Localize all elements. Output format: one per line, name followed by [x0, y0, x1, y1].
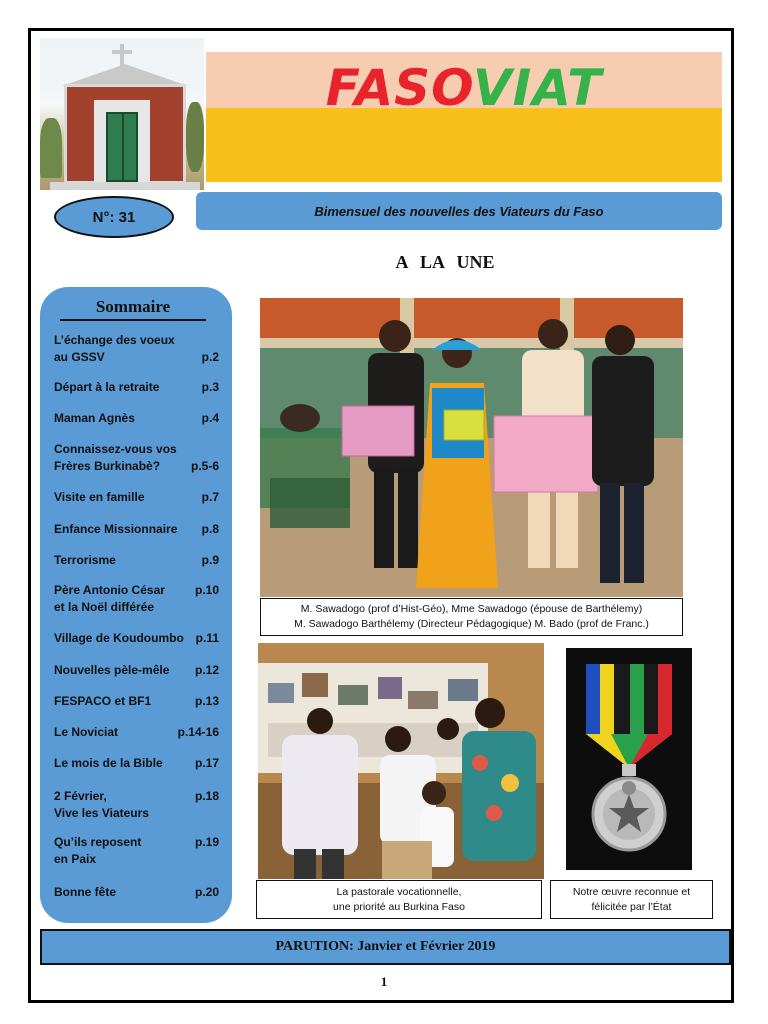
masthead-title-faso: FASO: [325, 59, 473, 117]
church-steps: [50, 182, 200, 190]
photo-vocational-exhibition: [258, 643, 544, 879]
caption-photo-medal: [550, 880, 713, 919]
toc-item-title: Père Antonio César et la Noël différée: [54, 583, 165, 614]
parution-bar: [40, 929, 731, 965]
toc-item[interactable]: [54, 884, 219, 901]
toc-item[interactable]: [54, 662, 219, 679]
church-door: [106, 112, 138, 182]
sommaire-title: Sommaire: [95, 297, 171, 316]
toc-item-page: p.9: [201, 553, 219, 567]
toc-item-title: Nouvelles pèle-mêle: [54, 663, 170, 677]
toc-item-page: p.5-6: [190, 459, 219, 473]
toc-item[interactable]: [54, 630, 219, 647]
toc-item[interactable]: [54, 788, 219, 822]
toc-item-title: Enfance Missionnaire: [54, 522, 178, 536]
headline: A LA UNE: [395, 252, 495, 272]
toc-item-title: Le mois de la Bible: [54, 756, 163, 770]
caption-line: Notre œuvre reconnue et: [572, 885, 691, 898]
issue-number-badge: [54, 196, 174, 238]
toc-item[interactable]: [54, 379, 219, 396]
toc-item-title: FESPACO et BF1: [54, 694, 152, 708]
toc-item-page: p.3: [201, 380, 219, 394]
toc-item-title: Le Noviciat: [54, 725, 119, 739]
toc-item-page: p.11: [195, 631, 219, 645]
caption-line: une priorité au Burkina Faso: [333, 900, 465, 913]
toc-item-page: p.19: [194, 835, 219, 849]
photo-gift-exchange: [260, 298, 683, 597]
toc-item[interactable]: [54, 489, 219, 506]
toc-item[interactable]: [54, 552, 219, 569]
page-number: 1: [380, 974, 388, 989]
subtitle-bar: [196, 192, 722, 230]
toc-item-title: L’échange des voeux au GSSV: [54, 333, 175, 364]
toc-item[interactable]: [54, 755, 219, 772]
caption-photo-gift-exchange: [260, 598, 683, 636]
caption-line: félicitée par l’État: [591, 900, 672, 913]
parution-text: PARUTION: Janvier et Février 2019: [275, 939, 496, 954]
toc-item-page: p.14-16: [177, 725, 219, 739]
toc-item-page: p.7: [201, 490, 219, 504]
toc-item-page: p.10: [194, 583, 219, 597]
caption-line: La pastorale vocationnelle,: [336, 885, 462, 898]
toc-item-title: Bonne fête: [54, 885, 117, 899]
toc-item-title: Village de Koudoumbo: [54, 631, 184, 645]
toc-item-page: p.2: [201, 350, 219, 364]
toc-item-title: Départ à la retraite: [54, 380, 160, 394]
toc-item[interactable]: [54, 582, 219, 616]
toc-item-title: Visite en famille: [54, 490, 145, 504]
photo-vocational-exhibition-illustration: [258, 643, 544, 879]
church-image: [40, 38, 204, 190]
photo-gift-exchange-illustration: [260, 298, 683, 597]
toc-item-page: p.12: [194, 663, 219, 677]
toc-item[interactable]: [54, 332, 219, 366]
masthead-title-viat: VIAT: [472, 59, 603, 117]
church-roof: [62, 64, 188, 86]
toc-item-title: Qu’ils reposent en Paix: [54, 835, 142, 866]
caption-line: M. Sawadogo Barthélemy (Directeur Pédagogique) M. Bado (prof de Franc.): [294, 618, 649, 630]
toc-item-page: p.20: [194, 885, 219, 899]
toc-item-title: Maman Agnès: [54, 411, 135, 425]
toc-item[interactable]: [54, 834, 219, 868]
toc-item-title: Connaissez-vous vos Frères Burkinabè?: [54, 442, 177, 473]
photo-medal: [566, 648, 692, 870]
tree-right: [186, 102, 204, 172]
toc-item-page: p.4: [201, 411, 219, 425]
toc-item[interactable]: [54, 724, 219, 741]
sommaire-underline: [60, 319, 206, 321]
toc-item-page: p.18: [194, 789, 219, 803]
caption-photo-vocational-exhibition: [256, 880, 542, 919]
caption-line: M. Sawadogo (prof d’Hist-Géo), Mme Sawadogo (épouse de Barthélemy): [300, 603, 643, 615]
toc-item-title: Terrorisme: [54, 553, 116, 567]
toc-item-page: p.17: [194, 756, 219, 770]
issue-number: N°: 31: [92, 208, 136, 226]
toc-item[interactable]: [54, 521, 219, 538]
toc-item-title: 2 Février, Vive les Viateurs: [54, 789, 149, 820]
toc-item[interactable]: [54, 693, 219, 710]
toc-item[interactable]: [54, 441, 219, 475]
medal-icon: [566, 648, 692, 870]
masthead-title: [206, 56, 722, 120]
toc-item[interactable]: [54, 410, 219, 427]
toc-item-page: p.8: [201, 522, 219, 536]
subtitle: Bimensuel des nouvelles des Viateurs du Faso: [314, 203, 604, 219]
tree-left: [40, 118, 62, 178]
toc-item-page: p.13: [194, 694, 219, 708]
